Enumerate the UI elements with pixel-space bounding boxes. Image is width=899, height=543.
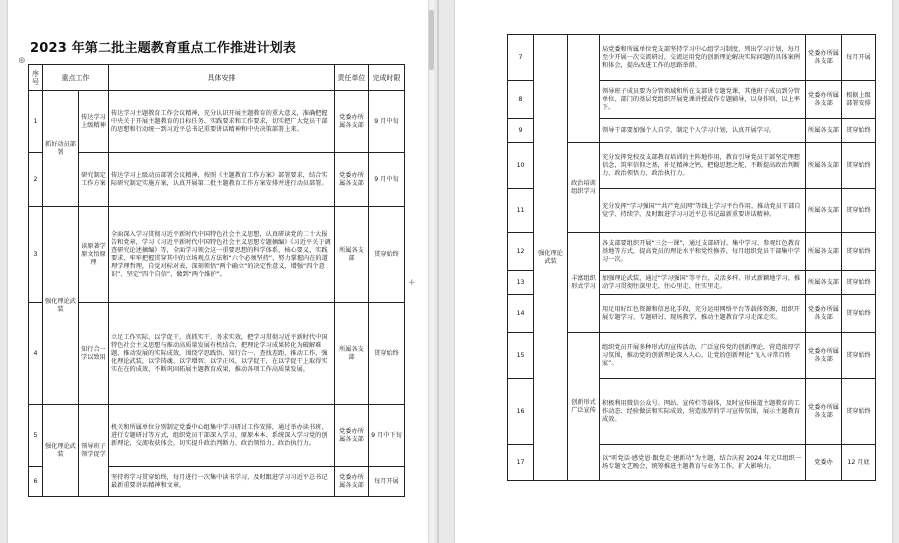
- deadline-cell: 贯穿始终: [842, 143, 876, 189]
- table-move-handle-icon[interactable]: ⊕: [18, 56, 26, 66]
- row-no: 14: [508, 295, 534, 333]
- row-no: 6: [29, 467, 43, 497]
- deadline-cell: 根据上级部署安排: [842, 81, 876, 119]
- subcategory-cell: 创新形式广泛宣传: [568, 333, 600, 481]
- row-no: 12: [508, 233, 534, 271]
- header-arrangement: 具体安排: [109, 65, 335, 91]
- row-no: 7: [508, 35, 534, 81]
- table-header-row: [29, 65, 405, 91]
- deadline-cell: 12 月底: [842, 445, 876, 481]
- row-no: 16: [508, 379, 534, 445]
- row-no: 5: [29, 405, 43, 467]
- category-cell: 强化理论武装: [43, 405, 79, 497]
- deadline-cell: 每月开展: [842, 35, 876, 81]
- arrangement-cell: 局党委和所属单位党支部坚持学习中心组学习制度，列出学习计划，每月至少开展一次交流研讨，交流运用党的创新理论解决实际问题的具体案例和体会，提出改进工作的思路举措。: [600, 35, 806, 81]
- table-row: [29, 91, 405, 153]
- unit-cell: 党委办所属各支部: [335, 153, 369, 207]
- unit-cell: 所属各支部: [806, 271, 842, 295]
- arrangement-cell: 坚持将学习贯穿始终，每月进行一次集中读书学习，及时跟进学习习近平总书记最新重要讲话精神和文章。: [109, 467, 335, 497]
- deadline-cell: 贯穿始终: [842, 295, 876, 333]
- row-no: 10: [508, 143, 534, 189]
- subcategory-cell: 知行合一学以致用: [79, 303, 109, 405]
- deadline-cell: 贯穿始终: [369, 303, 405, 405]
- table-row: [29, 153, 405, 207]
- arrangement-cell: 组织党员开展多种形式的宣传活动，广泛宣传党的创新理论，营造浓厚学习氛围，推动党的创新理论深入人心，让党的创新理论“飞入寻常百姓家”。: [600, 333, 806, 379]
- deadline-cell: 贯穿始终: [842, 271, 876, 295]
- arrangement-cell: 加强理论武装，通过“学习强国”等平台，灵活多样、形式新颖地学习，推动学习贯彻往深里走、往心里走、往实里走。: [600, 271, 806, 295]
- deadline-cell: 贯穿始终: [842, 379, 876, 445]
- unit-cell: 党委办所属各支部: [806, 379, 842, 445]
- table-row: [29, 207, 405, 303]
- deadline-cell: 贯穿始终: [842, 189, 876, 233]
- unit-cell: 所属各支部: [806, 189, 842, 233]
- unit-cell: 所属各支部: [806, 119, 842, 143]
- unit-cell: 所属各支部: [335, 303, 369, 405]
- page-title: 2023 年第二批主题教育重点工作推进计划表: [30, 41, 297, 56]
- row-no: 1: [29, 91, 43, 153]
- row-no: 3: [29, 207, 43, 303]
- table-row: [508, 35, 876, 81]
- arrangement-cell: 充分发挥“学习强国”“共产党员网”等线上学习平台作用，推动党员干部自觉学、持续学，及时跟进学习习近平总书记最新重要讲话精神。: [600, 189, 806, 233]
- unit-cell: 党委办所属各支部: [806, 333, 842, 379]
- arrangement-cell: 传达学习上级动员部署会议精神，按照《主题教育工作方案》部署要求，结合实际研究制定实施方案，认真开展第二批主题教育工作方案安排并进行动员部署。: [109, 153, 335, 207]
- header-no: 序号: [29, 65, 43, 91]
- arrangement-cell: 积极利用微信公众号、网站、宣传栏等载体，及时宣传报道主题教育的工作动态、经验做法和实际成效，营造浓厚的学习宣传氛围，展示主题教育成效。: [600, 379, 806, 445]
- unit-cell: 党委办所属各支部: [335, 405, 369, 467]
- scrollbar-thumb[interactable]: [429, 10, 434, 70]
- row-no: 15: [508, 333, 534, 379]
- subcategory-cell: 丰富组织形式学习: [568, 233, 600, 333]
- plan-table-left: [28, 64, 405, 497]
- row-no: 17: [508, 445, 534, 481]
- arrangement-cell: 各支部要组织开展“三会一课”，通过支部研讨、集中学习、参观红色教育基地等方式，提高党员的理论水平和党性修养，每月组织党员干部集中学习一次。: [600, 233, 806, 271]
- deadline-cell: 9 月中旬: [369, 91, 405, 153]
- arrangement-cell: 以“听党话·感党恩·跟党走·建新功”为主题，结合庆祝 2024 年元旦组织一场专题文艺晚会，统筹推进主题教育与业务工作，扩大影响力。: [600, 445, 806, 481]
- deadline-cell: 每月开展: [369, 467, 405, 497]
- arrangement-cell: 用足用好红色资源和信息化手段，充分运用网络平台等载体资源，组织开展专题学习、专题研讨、现场教学，推动主题教育学习走深走实。: [600, 295, 806, 333]
- deadline-cell: 贯穿始终: [842, 119, 876, 143]
- subcategory-cell: 研究制定工作方案: [79, 153, 109, 207]
- unit-cell: 党委办: [806, 445, 842, 481]
- unit-cell: 党委办所属各支部: [806, 295, 842, 333]
- row-no: 2: [29, 153, 43, 207]
- category-cell: 强化理论武装: [534, 35, 568, 481]
- plan-table-right: [507, 34, 876, 481]
- unit-cell: 党委办所属各支部: [806, 35, 842, 81]
- header-key-work: 重点工作: [43, 65, 109, 91]
- unit-cell: 所属各支部: [806, 143, 842, 189]
- deadline-cell: 贯穿始终: [842, 233, 876, 271]
- subcategory-cell: 领导班子领学促学: [79, 405, 109, 497]
- row-no: 13: [508, 271, 534, 295]
- deadline-cell: 贯穿始终: [369, 207, 405, 303]
- row-no: 11: [508, 189, 534, 233]
- unit-cell: 党委办所属各支部: [806, 81, 842, 119]
- subcategory-cell: 传达学习上级精神: [79, 91, 109, 153]
- arrangement-cell: 领导班子成员要为分管领域和所在支部讲专题党课，其他班子成员到分管单位、部门的基层党组织开展党课讲授或作专题辅导，以身作则、以上率下。: [600, 81, 806, 119]
- arrangement-cell: 全面深入学习贯彻习近平新时代中国特色社会主义思想，认真研读党的二十大报告和党章，学习《习近平新时代中国特色社会主义思想专题摘编》《习近平关于调查研究论述摘编》等，全面学习领会这一重要思想的科学体系、核心要义、实践要求，牢牢把握贯穿其中的立场观点方法和“六个必须坚持”，努力掌握内在的道理学理哲理，自觉对标对表，深刻领悟“两个确立”的决定性意义，增强“四个意识”、坚定“四个自信”、做到“两个维护”。: [109, 207, 335, 303]
- category-cell: 抓好动员部署: [43, 91, 79, 207]
- arrangement-cell: 传达学习主题教育工作会议精神，充分认识开展主题教育的重大意义，准确把握中央关于开展主题教育的目标任务、实践要求和工作要求，切实把广大党员干部的思想和行动统一到习近平总书记重要讲话精神和中央决策部署上来。: [109, 91, 335, 153]
- deadline-cell: 9 月中旬: [369, 153, 405, 207]
- arrangement-cell: 立足工作实际，以学促干，真抓实干、务求实效，把学习贯彻习近平新时代中国特色社会主义思想与推动高质量发展有机结合，把理论学习成果转化为破解难题、推动发展的实际成效，围绕学思践悟、知行合一、查找差距、推动工作，强化理论武装，以学铸魂、以学增智、以学正风、以学促干，在以学促干上取得实实在在的成效，不断巩固拓展主题教育成果，推动各项工作高质量发展。: [109, 303, 335, 405]
- row-no: 8: [508, 81, 534, 119]
- deadline-cell: 贯穿始终: [842, 333, 876, 379]
- unit-cell: 党委办所属各支部: [335, 467, 369, 497]
- unit-cell: 所属各支部: [806, 233, 842, 271]
- table-row: [29, 303, 405, 405]
- vertical-scrollbar[interactable]: [429, 0, 434, 543]
- arrangement-cell: 充分发挥党校及支部教育培训的主阵地作用，教育引导党员干部坚定理想信念，筑牢信仰之基，补足精神之钙，把稳思想之舵，不断提高政治判断力、政治领悟力、政治执行力。: [600, 143, 806, 189]
- arrangement-cell: 机关和所属单位分别制定党委中心组集中学习研讨工作安排，通过举办读书班、进行专题研讨等方式，组织党员干部深入学习、原原本本、系统深入学习党的创新理论，交流收获体会，切实提升政治判断力、政治领悟力、政治执行力。: [109, 405, 335, 467]
- unit-cell: 党委办所属各支部: [335, 91, 369, 153]
- row-no: 9: [508, 119, 534, 143]
- deadline-cell: 9 月中下旬: [369, 405, 405, 467]
- row-no: 4: [29, 303, 43, 405]
- table-add-row-icon[interactable]: +: [408, 278, 416, 288]
- category-cell: 强化理论武装: [43, 207, 79, 405]
- page-gap: [437, 0, 439, 543]
- unit-cell: 所属各支部: [335, 207, 369, 303]
- subcategory-cell: 政治培训组织学习: [568, 143, 600, 233]
- subcategory-cell: 读原著学原文悟原理: [79, 207, 109, 303]
- arrangement-cell: 领导干部要加强个人自学，制定个人学习计划，认真开展学习。: [600, 119, 806, 143]
- table-row: [29, 405, 405, 467]
- header-deadline: 完成时限: [369, 65, 405, 91]
- header-unit: 责任单位: [335, 65, 369, 91]
- subcategory-cell: [568, 35, 600, 143]
